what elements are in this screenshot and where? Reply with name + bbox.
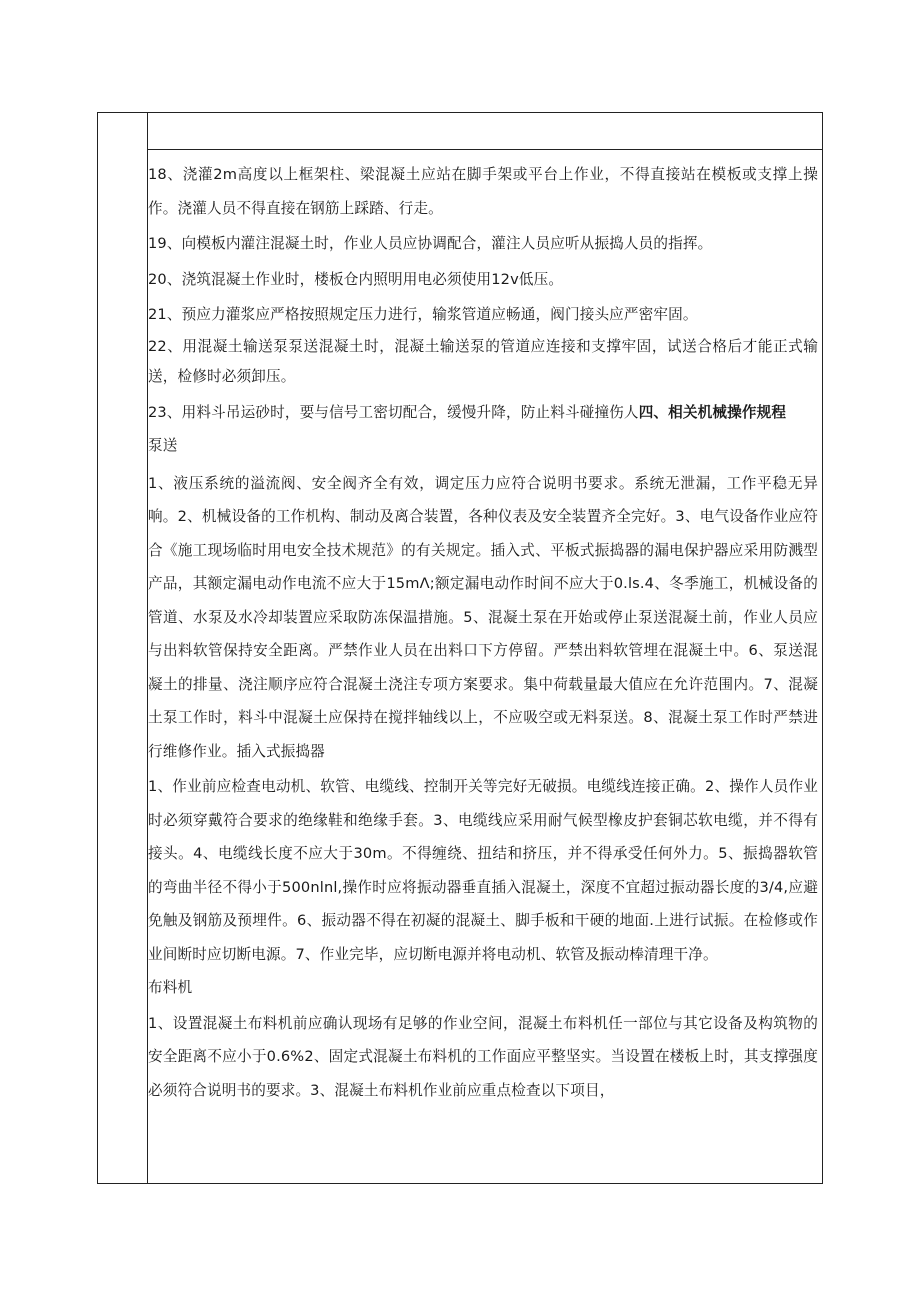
vibrator-paragraph: 1、作业前应检查电动机、软管、电缆线、控制开关等完好无破损。电缆线连接正确。2、操作人员作业时必须穿戴符合要求的绝缘鞋和绝缘手套。3、电缆线应采用耐气候型橡皮护套铜芯软电缆，并不得有接头。4、电缆线长度不应大于30m。不得缠绕、扭结和挤压，并不得承受任何外力。5、振捣器软管的弯曲半径不得小于500nlnl,操作时应将振动器垂直插入混凝土，深度不宜超过振动器长度的3/4,应避免触及钢筋及预埋件。6、振动器不得在初凝的混凝土、脚手板和干硬的地面.上进行试振。在检修或作业间断时应切断电源。7、作业完毕，应切断电源并将电动机、软管及振动棒清理干净。 — [148, 778, 818, 963]
paragraph-18: 18、浇灌2m高度以上框架柱、梁混凝土应站在脚手架或平台上作业，不得直接站在模板或支撑上操作。浇灌人员不得直接在钢筋上踩踏、行走。 — [148, 166, 818, 217]
document-body — [148, 158, 818, 1107]
paragraph-23 — [148, 396, 818, 430]
paragraph-21: 21、预应力灌浆应严格按照规定压力进行，输浆管道应畅通，阀门接头应严密牢固。 — [148, 306, 698, 323]
left-label-column — [98, 113, 148, 1183]
pump-heading: 泵送 — [148, 437, 178, 454]
paragraph-20: 20、浇筑混凝土作业时，楼板仓内照明用电必须使用12v低压。 — [148, 270, 564, 288]
table-header-row — [148, 113, 822, 150]
section-heading: 四、相关机械操作规程 — [638, 403, 787, 421]
paragraph-23-text: 23、用料斗吊运砂时，要与信号工密切配合，缓慢升降，防止料斗碰撞伤人 — [148, 403, 639, 421]
paragraph-22: 22、用混凝土输送泵泵送混凝土时，混凝土输送泵的管道应连接和支撑牢固，试送合格后才能正式输送，检修时必须卸压。 — [148, 337, 818, 385]
distributor-heading: 布料机 — [148, 979, 193, 996]
distributor-paragraph: 1、设置混凝土布料机前应确认现场有足够的作业空间，混凝土布料机任一部位与其它设备及构筑物的安全距离不应小于0.6%2、固定式混凝土布料机的工作面应平整坚实。当设置在楼板上时，其支撑强度必须符合说明书的要求。3、混凝土布料机作业前应重点检查以下项目， — [148, 1014, 818, 1099]
paragraph-19: 19、向模板内灌注混凝土时，作业人员应协调配合，灌注人员应听从振捣人员的指挥。 — [148, 235, 713, 252]
pump-paragraph: 1、液压系统的溢流阀、安全阀齐全有效，调定压力应符合说明书要求。系统无泄漏，工作平稳无异响。2、机械设备的工作机构、制动及离合装置，各种仪表及安全装置齐全完好。3、电气设备作业应符合《施工现场临时用电安全技术规范》的有关规定。插入式、平板式振捣器的漏电保护器应采用防溅型产品，其额定漏电动作电流不应大于15mΛ;额定漏电动作时间不应大于0.ls.4、冬季施工，机械设备的管道、水泵及水冷却装置应采取防冻保温措施。5、混凝土泵在开始或停止泵送混凝土前，作业人员应与出料软管保持安全距离。严禁作业人员在出料口下方停留。严禁出料软管埋在混凝土中。6、泵送混凝土的排量、浇注顺序应符合混凝土浇注专项方案要求。集中荷载量最大值应在允许范围内。7、混凝土泵工作时，料斗中混凝土应保持在搅拌轴线以上，不应吸空或无料泵送。8、混凝土泵工作时严禁进行维修作业。插入式振捣器 — [148, 474, 818, 760]
